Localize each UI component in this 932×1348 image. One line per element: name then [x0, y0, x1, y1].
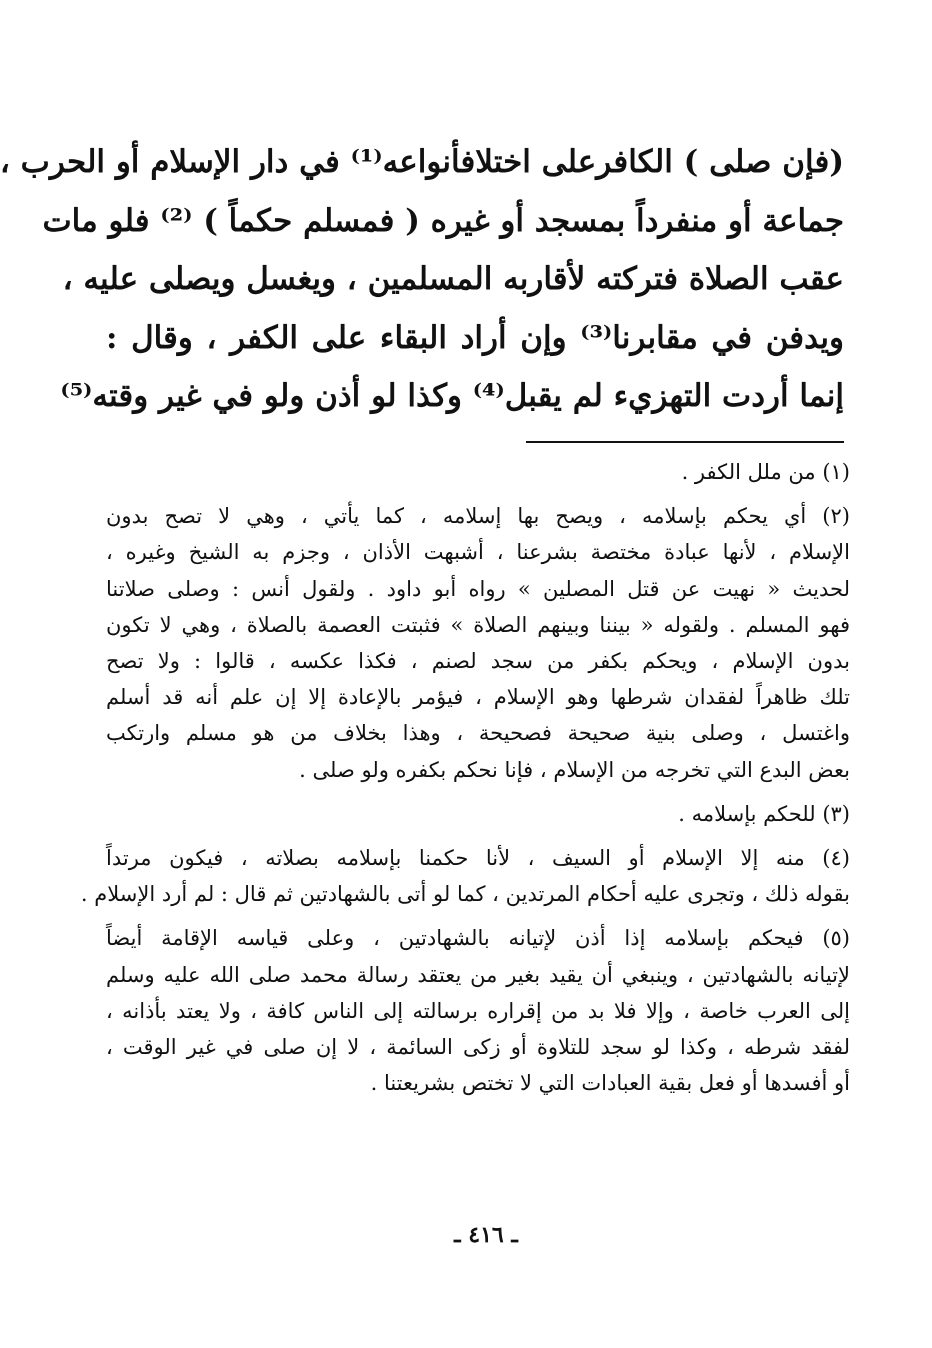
footnote-line: (٥) فيحكم بإسلامه إذا أذن لإتيانه بالشهادتين ، وعلى قياسه الإقامة أيضاً	[106, 926, 850, 951]
footnote-line: تلك ظاهراً لفقدان شرطها وهو الإسلام ، فيؤمر بالإعادة إلا إن علم أنه قد أسلم	[106, 685, 850, 710]
footnote-line: بدون الإسلام ، ويحكم بكفر من سجد لصنم ، فكذا عكسه ، قالوا : ولا تصح	[106, 649, 850, 674]
footnote-2	[106, 498, 850, 788]
footnotes-block	[80, 454, 850, 1109]
footnote-divider	[526, 441, 844, 443]
footnote-line: الإسلام ، لأنها عبادة مختصة بشرعنا ، أشبهت الأذان ، وجزم به الشيخ وغيره ،	[106, 540, 850, 565]
footnote-line: فهو المسلم . ولقوله « بيننا وبينهم الصلاة » فثبتت العصمة بالصلاة ، وهي لا تكون	[106, 612, 850, 637]
main-text-line: (فإن صلى ) الكافرعلى اختلافأنواعه⁽¹⁾ في دار الإسلام أو الحرب ،	[0, 144, 844, 180]
footnote-line: بقوله ذلك ، وتجرى عليه أحكام المرتدين ، كما لو أتى بالشهادتين ثم قال : لم أرد الإسلام .	[80, 882, 850, 907]
main-text-line: عقب الصلاة فتركته لأقاربه المسلمين ، ويغسل ويصلى عليه ،	[62, 261, 844, 297]
footnote-line: لحديث « نهيت عن قتل المصلين » رواه أبو داود . ولقول أنس : وصلى صلاتنا	[106, 576, 850, 601]
footnote-line: (١) من ملل الكفر .	[681, 460, 850, 484]
page-number: ـ ٤١٦ ـ	[454, 1222, 518, 1248]
footnote-line: (٣) للحكم بإسلامه .	[678, 801, 850, 826]
main-text-line: ويدفن في مقابرنا⁽³⁾ وإن أراد البقاء على الكفر ، وقال :	[106, 319, 844, 356]
footnote-line: (٢) أي يحكم بإسلامه ، ويصح بها إسلامه ، كما يأتي ، وهي لا تصح بدون	[106, 504, 850, 529]
footnote-line: أو أفسدها أو فعل بقية العبادات التي لا تختص بشريعتنا .	[370, 1071, 850, 1096]
footnote-line: إلى العرب خاصة ، وإلا فلا بد من إقراره برسالته إلى الناس كافة ، ولا يعتد بأذانه ،	[106, 998, 850, 1023]
footnote-3	[106, 796, 850, 832]
footnote-4	[80, 840, 850, 912]
footnote-line: لإتيانه بالشهادتين ، وينبغي أن يقيد بغير من يعتقد رسالة محمد صلى الله عليه وسلم	[106, 962, 850, 987]
footnote-line: بعض البدع التي تخرجه من الإسلام ، فإنا نحكم بكفره ولو صلى .	[299, 757, 850, 782]
main-text-line: إنما أردت التهزيء لم يقبل⁽⁴⁾ وكذا لو أذن ولو في غير وقته⁽⁵⁾	[60, 378, 844, 414]
main-text-line: جماعة أو منفرداً بمسجد أو غيره ( فمسلم حكماً ) ⁽²⁾ فلو مات	[42, 202, 844, 239]
footnote-line: (٤) منه إلا الإسلام أو السيف ، لأنا حكمنا بإسلامه بصلاته ، فيكون مرتداً	[106, 846, 850, 871]
footnote-line: واغتسل ، وصلى بنية صحيحة فصحيحة ، وهذا بخلاف من هو مسلم وارتكب	[106, 721, 850, 746]
footnote-5	[106, 920, 850, 1101]
footnote-1	[106, 454, 850, 490]
footnote-line: لفقد شرطه ، وكذا لو سجد للتلاوة أو زكى السائمة ، لا إن صلى في غير الوقت ،	[106, 1035, 850, 1060]
main-text-block	[0, 133, 844, 426]
